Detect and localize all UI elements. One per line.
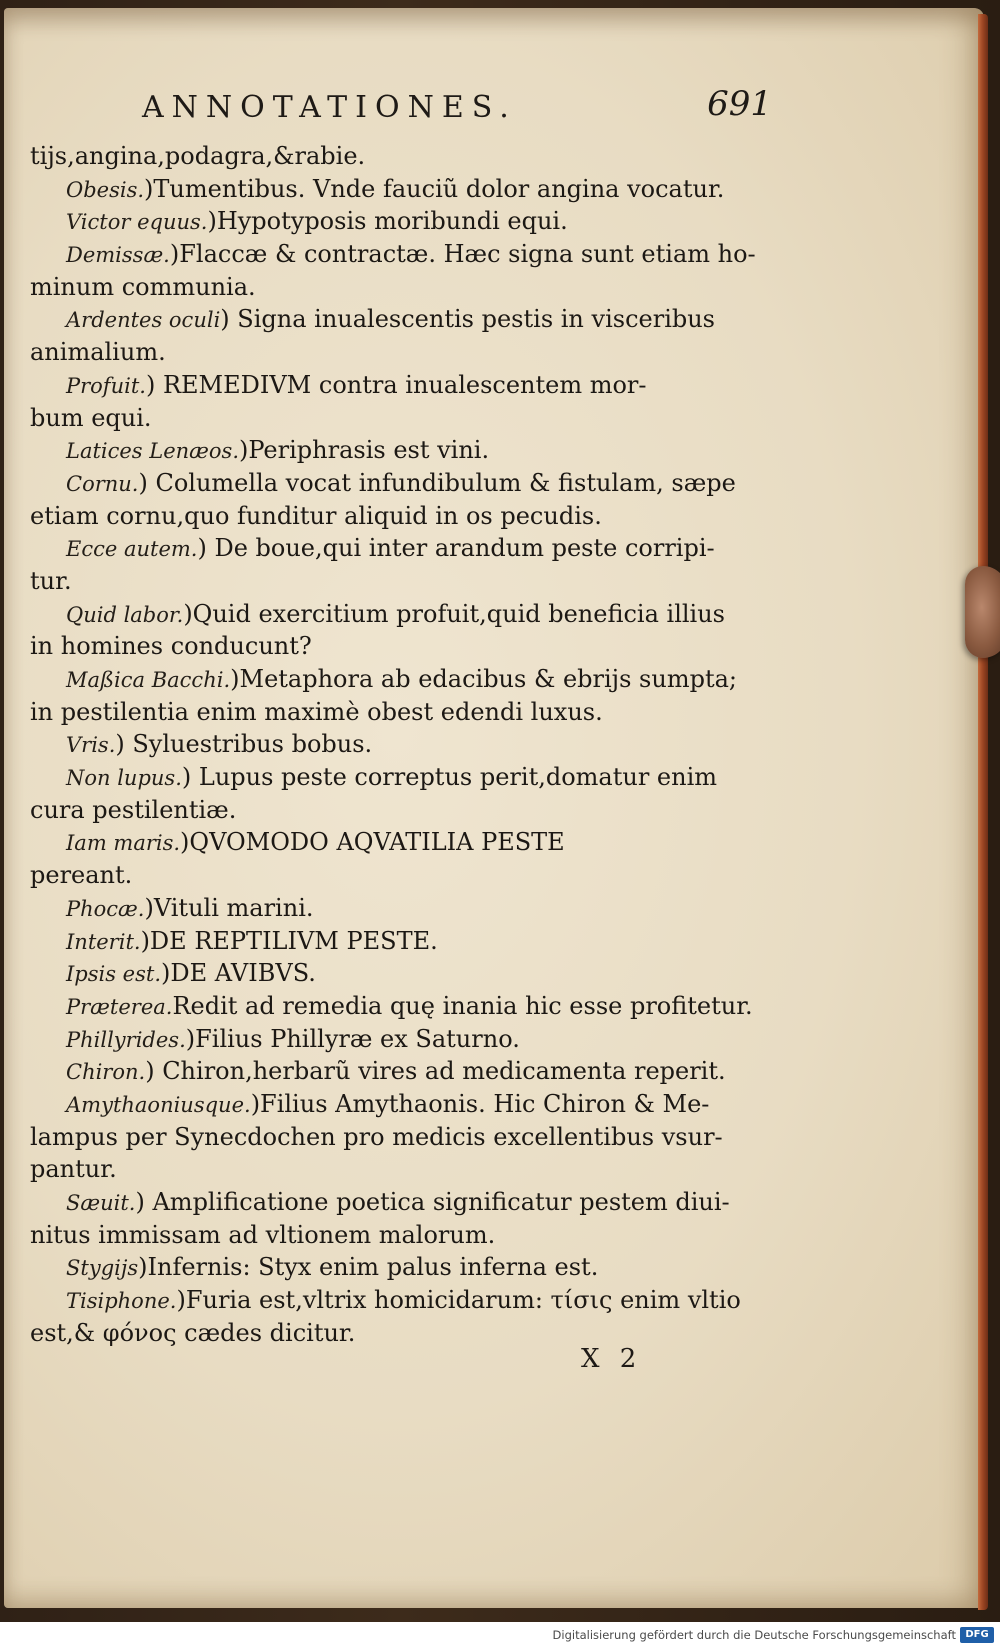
text-line (30, 1153, 780, 1186)
text-line (30, 1186, 780, 1219)
gloss-text: )QVOMODO AQVATILIA PESTE (180, 828, 565, 857)
gloss-text: )Tumentibus. Vnde fauciũ dolor angina vocatur. (144, 174, 725, 203)
lemma: Demissæ. (66, 243, 170, 268)
lemma: Tisiphone. (66, 1289, 177, 1314)
gloss-text: in pestilentia enim maximè obest edendi luxus. (30, 697, 603, 726)
text-line (30, 794, 780, 827)
text-line (30, 271, 780, 304)
gloss-text: animalium. (30, 338, 166, 367)
text-line (30, 1023, 780, 1056)
text-line (30, 826, 780, 859)
gloss-text: ) Columella vocat infundibulum & fistulam, sæpe (138, 468, 736, 497)
gloss-text: )Filius Phillyræ ex Saturno. (185, 1024, 520, 1053)
lemma: Ipsis est. (66, 962, 162, 987)
lemma: Profuit. (66, 373, 146, 398)
lemma: Amythaoniusque. (66, 1092, 251, 1117)
text-line (30, 369, 780, 402)
text-line (30, 336, 780, 369)
text-line (30, 728, 780, 761)
text-line (30, 630, 780, 663)
lemma: Non lupus. (66, 766, 182, 791)
gloss-text: bum equi. (30, 403, 152, 432)
page-number: 691 (707, 84, 772, 124)
text-line (30, 1088, 780, 1121)
text-line (30, 1055, 780, 1088)
lemma: Maßica Bacchi. (66, 668, 231, 692)
gloss-text: ) Signa inualescentis pestis in visceribus (220, 305, 715, 334)
lemma: Victor equus. (66, 210, 208, 235)
lemma: Phillyrides. (66, 1027, 186, 1052)
gloss-text: )Flaccæ & contractæ. Hæc signa sunt etiam ho- (169, 240, 756, 269)
gloss-text: )Filius Amythaonis. Hic Chiron & Me- (250, 1089, 710, 1118)
gloss-text: ) Syluestribus bobus. (115, 730, 373, 759)
gloss-text: )Quid exercitium profuit,quid beneficia illius (183, 599, 725, 628)
signature-mark: X 2 (581, 1344, 643, 1374)
gloss-text: minum communia. (30, 272, 256, 301)
text-line (30, 303, 780, 336)
page-edge (978, 14, 988, 1610)
lemma: Ecce autem. (66, 537, 198, 562)
text-line (30, 761, 780, 794)
book-clasp (965, 566, 1000, 658)
gloss-text: tijs,angina,podagra,&rabie. (30, 142, 366, 170)
gloss-text: pantur. (30, 1155, 117, 1184)
gloss-text: etiam cornu,quo funditur aliquid in os pecudis. (30, 501, 602, 530)
lemma: Præterea. (66, 994, 173, 1019)
gloss-text: )DE AVIBVS. (161, 959, 316, 988)
lemma: Latices Lenæos. (66, 439, 239, 464)
text-line (30, 859, 780, 892)
text-line (30, 140, 780, 173)
text-line (30, 205, 780, 238)
text-line (30, 532, 780, 565)
digitization-footer (0, 1622, 1000, 1650)
gloss-text: Redit ad remedia quę inania hic esse profitetur. (172, 991, 753, 1020)
lemma: Obesis. (66, 177, 145, 202)
funding-credit: Digitalisierung gefördert durch die Deutsche Forschungsgemeinschaft (552, 1628, 956, 1642)
lemma: Interit. (66, 929, 141, 954)
gloss-text: est,& φόνος cædes dicitur. (30, 1318, 356, 1347)
gloss-text: in homines conducunt? (30, 632, 312, 661)
text-line (30, 990, 780, 1023)
dfg-logo: DFG (960, 1627, 994, 1643)
gloss-text: ) Amplificatione poetica significatur pestem diui- (135, 1188, 730, 1216)
text-line (30, 173, 780, 206)
gloss-text: )Infernis: Styx enim palus inferna est. (138, 1253, 599, 1282)
text-line (30, 1317, 780, 1350)
gloss-text: tur. (30, 566, 72, 595)
lemma: Chiron. (66, 1060, 146, 1085)
running-head: ANNOTATIONES. (142, 90, 517, 125)
gloss-text: ) Lupus peste correptus perit,domatur enim (181, 763, 718, 792)
gloss-text: )Periphrasis est vini. (239, 436, 490, 465)
gloss-text: nitus immissam ad vltionem malorum. (30, 1220, 496, 1249)
gloss-text: ) REMEDIVM contra inualescentem mor- (145, 370, 647, 399)
lemma: Iam maris. (66, 831, 181, 856)
text-line (30, 892, 780, 925)
text-line (30, 500, 780, 533)
text-line (30, 238, 780, 271)
text-line (30, 663, 780, 696)
gloss-text: lampus per Synecdochen pro medicis excellentibus vsur- (30, 1122, 723, 1151)
gloss-text: cura pestilentiæ. (30, 795, 237, 824)
text-line (30, 434, 780, 467)
lemma: Stygijs (66, 1256, 139, 1281)
gloss-text: pereant. (30, 861, 133, 890)
book-page (4, 8, 984, 1608)
text-line (30, 598, 780, 631)
text-line (30, 1219, 780, 1252)
lemma: Cornu. (66, 471, 139, 496)
text-line (30, 696, 780, 729)
gloss-text: )DE REPTILIVM PESTE. (140, 926, 438, 955)
text-line (30, 1121, 780, 1154)
gloss-text: ) De boue,qui inter arandum peste corripi- (197, 534, 715, 563)
gloss-text: )Hypotyposis moribundi equi. (207, 207, 568, 236)
lemma: Vris. (66, 733, 116, 758)
lemma: Quid labor. (66, 602, 184, 627)
text-line (30, 467, 780, 500)
text-line (30, 957, 780, 990)
annotation-text-block (30, 140, 780, 1349)
lemma: Phocæ. (66, 896, 145, 921)
text-line (30, 925, 780, 958)
lemma: Ardentes oculi (66, 308, 221, 333)
gloss-text: )Metaphora ab edacibus & ebrijs sumpta; (230, 665, 737, 693)
text-line (30, 402, 780, 435)
gloss-text: ) Chiron,herbarũ vires ad medicamenta reperit. (145, 1057, 726, 1086)
lemma: Sæuit. (66, 1191, 136, 1215)
page-header (142, 84, 782, 142)
gloss-text: )Furia est,vltrix homicidarum: τίσις enim vltio (176, 1286, 741, 1315)
gloss-text: )Vituli marini. (144, 893, 314, 922)
text-line (30, 1284, 780, 1317)
text-line (30, 1251, 780, 1284)
text-line (30, 565, 780, 598)
